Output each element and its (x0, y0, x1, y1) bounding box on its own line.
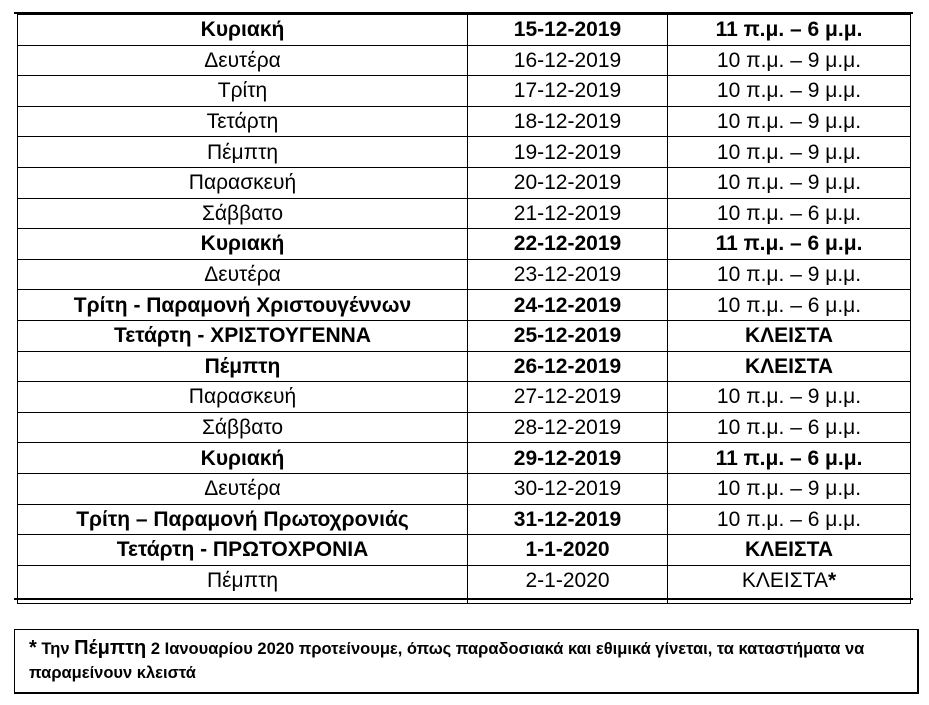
table-row (18, 320, 911, 351)
hours-cell (668, 504, 911, 535)
date-cell (468, 45, 668, 76)
date-cell-text: 29-12-2019 (513, 446, 622, 470)
date-cell-text: 30-12-2019 (513, 477, 622, 501)
holiday-hours-table (17, 14, 911, 604)
table-row (18, 290, 911, 321)
table-row (18, 167, 911, 198)
footnote-emphasis: Πέμπτη (74, 637, 147, 659)
date-cell-text: 21-12-2019 (513, 201, 622, 225)
date-cell-text: 23-12-2019 (513, 263, 622, 287)
date-cell (468, 198, 668, 229)
day-cell-text: Πέμπτη (206, 140, 279, 164)
date-cell (468, 382, 668, 413)
hours-cell-text: 10 π.μ. – 9 μ.μ. (716, 171, 862, 195)
day-cell-text: Δευτέρα (204, 263, 281, 287)
hours-cell (668, 412, 911, 443)
table-row (18, 76, 911, 107)
day-cell (18, 198, 468, 229)
day-cell-text: Παρασκευή (188, 171, 297, 195)
day-cell-text: Δευτέρα (204, 477, 281, 501)
table-row (18, 229, 911, 260)
table-bottom-border (14, 598, 913, 600)
date-cell-text: 27-12-2019 (513, 385, 622, 409)
date-cell (468, 504, 668, 535)
date-cell (468, 259, 668, 290)
date-cell-text: 2-1-2020 (525, 568, 610, 592)
hours-cell (668, 473, 911, 504)
hours-cell-text: 10 π.μ. – 6 μ.μ. (716, 293, 862, 317)
hours-cell-text: 10 π.μ. – 9 μ.μ. (716, 263, 862, 287)
table-row (18, 412, 911, 443)
day-cell (18, 15, 468, 46)
day-cell (18, 535, 468, 566)
hours-cell (668, 106, 911, 137)
hours-cell (668, 45, 911, 76)
day-cell-text: Πέμπτη (206, 568, 279, 592)
table-row (18, 504, 911, 535)
date-cell-text: 31-12-2019 (513, 507, 622, 531)
hours-cell-text: 11 π.μ. – 6 μ.μ. (715, 446, 863, 470)
hours-cell (668, 443, 911, 474)
hours-cell-text: 10 π.μ. – 6 μ.μ. (716, 507, 862, 531)
table-row (18, 45, 911, 76)
day-cell-text: Παρασκευή (188, 385, 297, 409)
hours-cell-text: ΚΛΕΙΣΤΑ (744, 354, 834, 378)
day-cell (18, 473, 468, 504)
footnote-text-rest: 2 Ιανουαρίου 2020 προτείνουμε, όπως παραδοσιακά και εθιμικά γίνεται, τα καταστήματα να παραμείνουν κλειστά (29, 640, 865, 682)
footnote-text-start: Την (41, 640, 70, 658)
date-cell (468, 106, 668, 137)
day-cell-text: Τετάρτη - ΧΡΙΣΤΟΥΓΕΝΝΑ (114, 324, 371, 348)
date-cell-text: 22-12-2019 (513, 232, 622, 256)
date-cell (468, 15, 668, 46)
date-cell (468, 535, 668, 566)
date-cell-text: 24-12-2019 (513, 293, 622, 317)
day-cell (18, 320, 468, 351)
date-cell-text: 28-12-2019 (513, 416, 622, 440)
hours-cell (668, 198, 911, 229)
date-cell-text: 16-12-2019 (513, 48, 622, 72)
day-cell (18, 443, 468, 474)
hours-cell (668, 351, 911, 382)
date-cell (468, 137, 668, 168)
date-cell (468, 412, 668, 443)
day-cell-text: Τρίτη – Παραμονή Πρωτοχρονιάς (76, 507, 409, 531)
day-cell (18, 504, 468, 535)
day-cell (18, 229, 468, 260)
date-cell-text: 19-12-2019 (513, 140, 622, 164)
date-cell (468, 167, 668, 198)
footnote-marker: * (827, 568, 837, 592)
hours-cell (668, 382, 911, 413)
table-row (18, 198, 911, 229)
hours-cell (668, 259, 911, 290)
hours-cell-text: 10 π.μ. – 9 μ.μ. (716, 48, 862, 72)
date-cell (468, 351, 668, 382)
table-row (18, 15, 911, 46)
day-cell-text: Σάββατο (201, 201, 284, 225)
table-row (18, 106, 911, 137)
day-cell (18, 290, 468, 321)
table-row (18, 535, 911, 566)
day-cell (18, 412, 468, 443)
hours-cell (668, 15, 911, 46)
day-cell-text: Κυριακή (200, 18, 285, 42)
date-cell-text: 20-12-2019 (513, 171, 622, 195)
day-cell-text: Τρίτη - Παραμονή Χριστουγέννων (73, 293, 412, 317)
date-cell-text: 25-12-2019 (513, 324, 622, 348)
day-cell (18, 76, 468, 107)
table-row (18, 382, 911, 413)
day-cell (18, 137, 468, 168)
day-cell (18, 382, 468, 413)
hours-cell (668, 290, 911, 321)
hours-cell (668, 320, 911, 351)
date-cell (468, 229, 668, 260)
hours-cell-text: ΚΛΕΙΣΤΑ (741, 568, 828, 592)
date-cell-text: 15-12-2019 (513, 18, 622, 42)
date-cell (468, 320, 668, 351)
hours-cell-text: 10 π.μ. – 9 μ.μ. (716, 79, 862, 103)
day-cell (18, 45, 468, 76)
day-cell-text: Σάββατο (201, 416, 284, 440)
day-cell (18, 351, 468, 382)
table-row (18, 137, 911, 168)
day-cell-text: Τετάρτη - ΠΡΩΤΟΧΡΟΝΙΑ (116, 538, 369, 562)
hours-cell-text: 10 π.μ. – 9 μ.μ. (716, 477, 862, 501)
date-cell-text: 1-1-2020 (525, 538, 610, 562)
date-cell (468, 290, 668, 321)
hours-cell-text: 10 π.μ. – 9 μ.μ. (716, 385, 862, 409)
hours-cell (668, 229, 911, 260)
date-cell-text: 26-12-2019 (513, 354, 622, 378)
table-row (18, 351, 911, 382)
hours-cell-text: ΚΛΕΙΣΤΑ (744, 538, 834, 562)
day-cell (18, 259, 468, 290)
footnote-box (14, 629, 919, 694)
hours-cell-text: 11 π.μ. – 6 μ.μ. (715, 18, 863, 42)
day-cell (18, 167, 468, 198)
table-row (18, 473, 911, 504)
date-cell (468, 443, 668, 474)
day-cell-text: Τετάρτη (206, 110, 279, 134)
hours-cell-text: 10 π.μ. – 9 μ.μ. (716, 140, 862, 164)
hours-cell-text: 10 π.μ. – 6 μ.μ. (716, 416, 862, 440)
day-cell-text: Κυριακή (200, 232, 285, 256)
hours-cell-text: 10 π.μ. – 9 μ.μ. (716, 110, 862, 134)
hours-cell (668, 76, 911, 107)
hours-cell (668, 535, 911, 566)
date-cell (468, 76, 668, 107)
hours-cell-text: 11 π.μ. – 6 μ.μ. (715, 232, 863, 256)
footnote-asterisk: * (29, 637, 37, 659)
day-cell-text: Τρίτη (217, 79, 268, 103)
date-cell-text: 17-12-2019 (513, 79, 622, 103)
date-cell (468, 473, 668, 504)
hours-cell (668, 167, 911, 198)
schedule-body (18, 15, 911, 604)
day-cell-text: Κυριακή (200, 446, 285, 470)
day-cell-text: Πέμπτη (204, 354, 281, 378)
date-cell-text: 18-12-2019 (513, 110, 622, 134)
table-row (18, 443, 911, 474)
hours-cell-text: ΚΛΕΙΣΤΑ (744, 324, 834, 348)
day-cell-text: Δευτέρα (204, 48, 281, 72)
hours-cell-text: 10 π.μ. – 6 μ.μ. (716, 201, 862, 225)
table-row (18, 259, 911, 290)
hours-cell (668, 137, 911, 168)
day-cell (18, 106, 468, 137)
